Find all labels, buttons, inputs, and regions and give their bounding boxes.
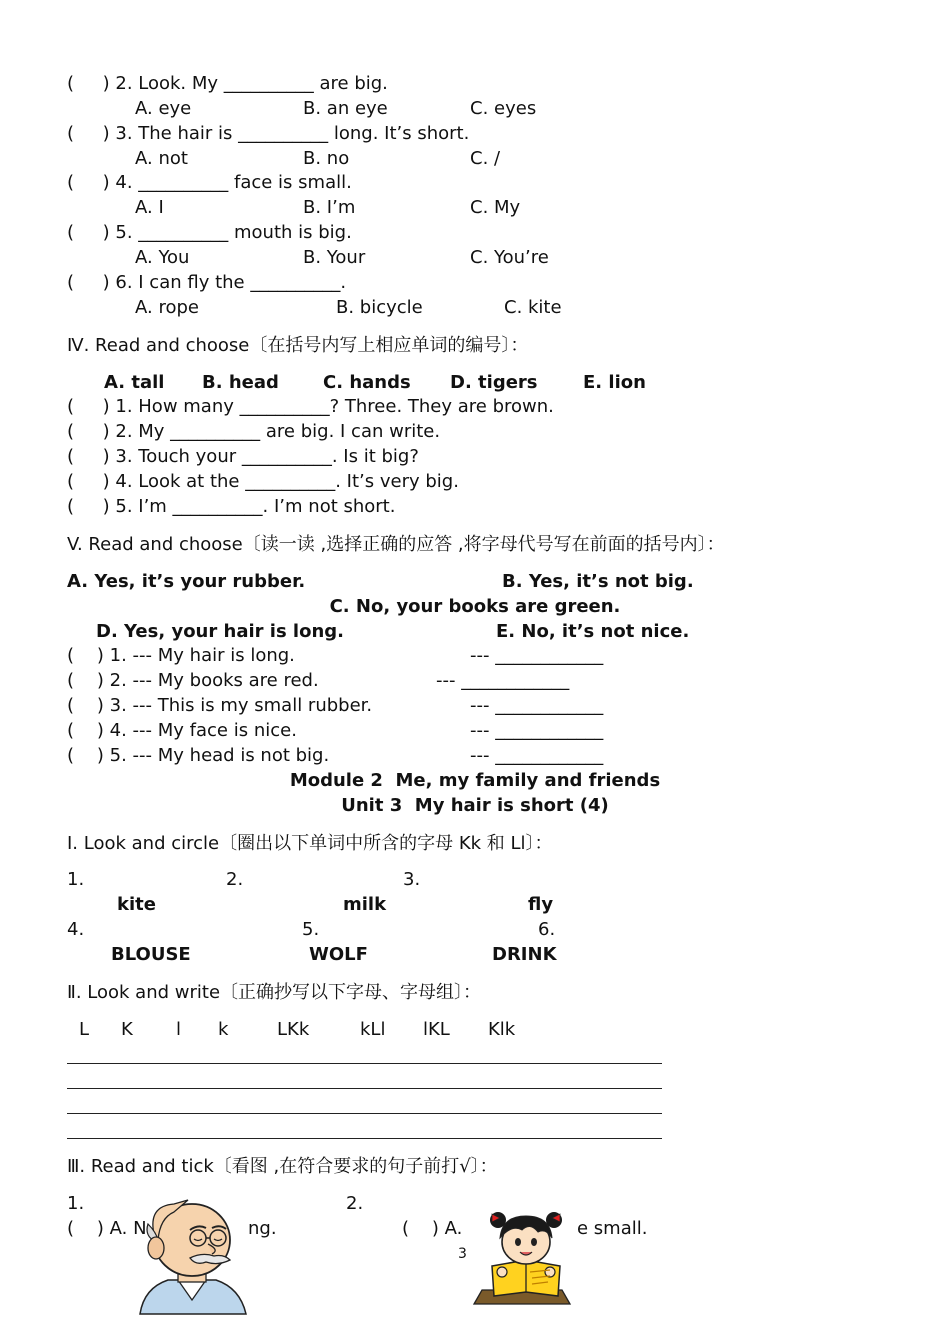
option-c: C. kite — [504, 297, 562, 318]
page-number: 3 — [458, 1246, 467, 1262]
writing-line — [67, 1063, 662, 1064]
word-option: C. hands — [323, 372, 411, 393]
section-heading: I. Look and circle〔圈出以下单词中所含的字母 Kk 和 Ll〕： — [67, 833, 553, 854]
question-line: ( ) 4. --- My face is nice. — [67, 720, 297, 741]
question-line: ( ) 6. I can fly the __________. — [67, 272, 347, 293]
circle-word: fly — [528, 894, 554, 915]
copy-letter: K — [121, 1019, 133, 1040]
copy-letter: L — [79, 1019, 90, 1040]
question-line: ( ) 1. How many __________? Three. They are brown. — [67, 396, 554, 417]
question-line: ( ) 2. --- My books are red. — [67, 670, 319, 691]
circle-word: WOLF — [309, 944, 368, 965]
option-b: B. an eye — [303, 98, 388, 119]
word-option: E. lion — [583, 372, 646, 393]
item-number: 4. — [67, 919, 85, 940]
question-line-start: ( ) A. N — [67, 1218, 147, 1239]
question-line: ( ) 1. --- My hair is long. — [67, 645, 295, 666]
section-heading: V. Read and choose〔读一读 ,选择正确的应答 ,将字母代号写在前面的括号内〕： — [67, 534, 725, 555]
option-c: C. You’re — [470, 247, 549, 268]
section-heading: Ⅱ. Look and write〔正确抄写以下字母、字母组〕： — [67, 982, 482, 1003]
question-line: ( ) 2. Look. My __________ are big. — [67, 73, 388, 94]
copy-letter: k — [218, 1019, 229, 1040]
section-heading: Ⅳ. Read and choose〔在括号内写上相应单词的编号〕： — [67, 335, 529, 356]
question-line: ( ) 4. Look at the __________. It’s very big. — [67, 471, 459, 492]
answer-option: E. No, it’s not nice. — [496, 621, 690, 642]
item-number: 5. — [302, 919, 320, 940]
item-number: 3. — [403, 869, 421, 890]
unit-title: Unit 3 My hair is short (4) — [341, 795, 609, 816]
question-line: ( ) 5. --- My head is not big. — [67, 745, 330, 766]
option-a: A. rope — [135, 297, 199, 318]
item-number: 6. — [538, 919, 556, 940]
circle-word: BLOUSE — [111, 944, 191, 965]
question-line-end: e small. — [577, 1218, 648, 1239]
answer-blank: --- ____________ — [436, 670, 570, 691]
question-line: ( ) 5. __________ mouth is big. — [67, 222, 352, 243]
answer-option: C. No, your books are green. — [329, 596, 621, 617]
item-number: 1. — [67, 1193, 85, 1214]
copy-letter: kLl — [360, 1019, 386, 1040]
question-line: ( ) 3. The hair is __________ long. It’s short. — [67, 123, 470, 144]
answer-option: D. Yes, your hair is long. — [96, 621, 345, 642]
writing-line — [67, 1088, 662, 1089]
module-title: Module 2 Me, my family and friends — [289, 770, 661, 791]
circle-word: kite — [117, 894, 156, 915]
answer-option: A. Yes, it’s your rubber. — [67, 571, 306, 592]
option-b: B. I’m — [303, 197, 356, 218]
copy-letter: l — [176, 1019, 182, 1040]
copy-letter: LKk — [277, 1019, 310, 1040]
writing-line — [67, 1138, 662, 1139]
answer-blank: --- ____________ — [470, 745, 604, 766]
answer-blank: --- ____________ — [470, 645, 604, 666]
option-b: B. bicycle — [336, 297, 423, 318]
item-number: 1. — [67, 869, 85, 890]
copy-letter: lKL — [423, 1019, 450, 1040]
question-line-start: ( ) A. — [402, 1218, 469, 1239]
word-option: A. tall — [104, 372, 165, 393]
question-line: ( ) 3. Touch your __________. Is it big? — [67, 446, 419, 467]
old-man-illustration — [134, 1196, 250, 1316]
writing-line — [67, 1113, 662, 1114]
option-a: A. not — [135, 148, 188, 169]
question-line: ( ) 4. __________ face is small. — [67, 172, 352, 193]
question-line: ( ) 5. I’m __________. I’m not short. — [67, 496, 396, 517]
section-heading: Ⅲ. Read and tick〔看图 ,在符合要求的句子前打√〕： — [67, 1156, 498, 1177]
option-a: A. I — [135, 197, 164, 218]
option-c: C. eyes — [470, 98, 537, 119]
copy-letter: Klk — [488, 1019, 516, 1040]
option-a: A. You — [135, 247, 190, 268]
question-line: ( ) 2. My __________ are big. I can write. — [67, 421, 441, 442]
word-option: D. tigers — [450, 372, 538, 393]
question-line: ( ) 3. --- This is my small rubber. — [67, 695, 373, 716]
word-option: B. head — [202, 372, 279, 393]
answer-blank: --- ____________ — [470, 695, 604, 716]
option-b: B. no — [303, 148, 350, 169]
option-c: C. My — [470, 197, 521, 218]
option-b: B. Your — [303, 247, 366, 268]
item-number: 2. — [226, 869, 244, 890]
option-a: A. eye — [135, 98, 192, 119]
answer-blank: --- ____________ — [470, 720, 604, 741]
answer-option: B. Yes, it’s not big. — [502, 571, 694, 592]
girl-reading-illustration — [466, 1206, 578, 1308]
option-c: C. / — [470, 148, 501, 169]
circle-word: DRINK — [492, 944, 557, 965]
circle-word: milk — [343, 894, 387, 915]
item-number: 2. — [346, 1193, 364, 1214]
question-line-end: ng. — [248, 1218, 277, 1239]
